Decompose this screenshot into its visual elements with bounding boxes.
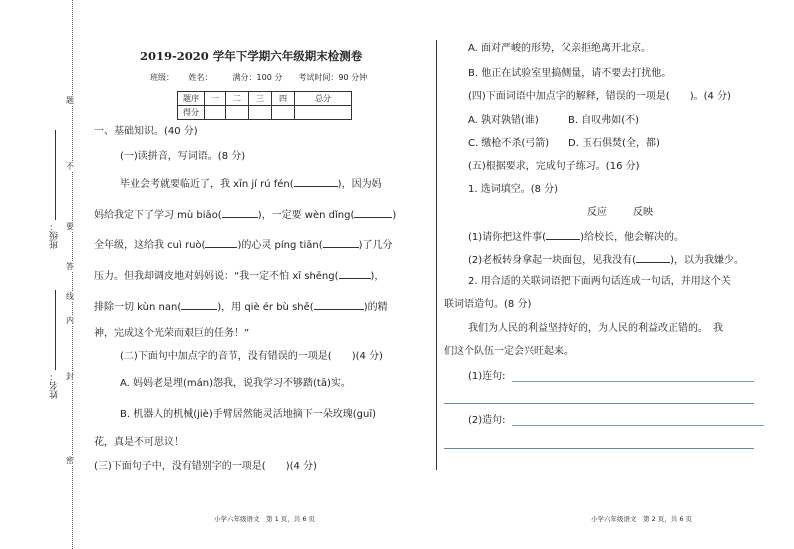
binding-char: 题 [66, 96, 74, 105]
exam-title: 2019-2020 学年下学期六年级期末检测卷 [140, 49, 363, 63]
text-line: 压力。但我却调皮地对妈妈说：“我一定不怕 xī shēng( )， [94, 268, 384, 284]
text-line: 妈给我定下了学习 mù biāo( )，一定要 wèn dǐng( ) [94, 207, 396, 223]
binding-char: 答 [66, 262, 74, 271]
answer-blank[interactable] [294, 176, 338, 187]
answer-blank[interactable] [323, 237, 359, 248]
answer-line[interactable] [512, 381, 754, 382]
name-underline [55, 290, 56, 370]
binding-char: 线 [66, 292, 74, 301]
binding-char: 不 [66, 162, 74, 171]
answer-blank[interactable] [546, 229, 580, 240]
text-line: (2)老板转身拿起一块面包，见我没有( )，以为我嫌少。 [468, 252, 744, 268]
binding-char: 内 [66, 316, 74, 325]
option-a: A. 孰对孰错(谁) [468, 115, 539, 126]
answer-blank[interactable] [314, 299, 364, 310]
word-choice: 反映 [633, 207, 653, 218]
question-heading: (三)下面句子中，没有错别字的一项是( )(4 分) [94, 461, 317, 472]
sub-question-cont: 联词语造句。(8 分) [444, 299, 532, 310]
answer-blank[interactable] [205, 237, 237, 248]
score-cell[interactable] [226, 106, 249, 120]
score-header: 三 [249, 92, 272, 106]
question-heading: (一)读拼音，写词语。(8 分) [120, 151, 246, 162]
page-footer: 小学六年级语文 第 1 页，共 6 页 [214, 515, 316, 523]
binding-char: 要 [66, 222, 74, 231]
option-b: B. 自叹弗如(不) [568, 115, 640, 126]
question-heading: (五)根据要求，完成句子练习。(16 分) [468, 161, 640, 172]
answer-blank[interactable] [339, 268, 371, 279]
score-header: 四 [272, 92, 295, 106]
word-choice: 反应 [587, 207, 607, 218]
question-heading: (四)下面词语中加点字的解释，错误的一项是( )。(4 分) [468, 91, 731, 102]
answer-line[interactable] [444, 403, 754, 404]
score-header: 题序 [178, 92, 205, 106]
score-cell[interactable] [205, 106, 226, 120]
class-underline [55, 130, 56, 220]
option-c: C. 缴枪不杀(弓箭) [468, 138, 550, 149]
text-line: 毕业会考就要临近了，我 xīn jí rú fén( )，因为妈 [120, 176, 382, 192]
binding-dotted-line [72, 0, 73, 549]
class-label: 班级： [50, 222, 60, 249]
binding-char: 密 [66, 456, 74, 465]
option-a: A. 妈妈老是埋(mán)怨我，说我学习不够踏(tā)实。 [120, 378, 351, 389]
sub-question: 2. 用合适的关联词语把下面两句话连成一句话，并用这个关 [468, 276, 731, 287]
option-d: D. 玉石俱焚(全，都) [568, 138, 660, 149]
score-row-label: 得分 [178, 106, 205, 120]
answer-blank[interactable] [354, 207, 392, 218]
text-line: (1)请你把这件事( )给校长，他会解决的。 [468, 229, 684, 245]
score-cell[interactable] [249, 106, 272, 120]
option-b: B. 机器人的机械(jiè)手臂居然能灵活地摘下一朵玫瑰(guī) [120, 409, 376, 420]
score-cell[interactable] [295, 106, 352, 120]
text-line: 神，完成这个光荣而艰巨的任务！” [94, 328, 250, 339]
answer-blank[interactable] [222, 207, 258, 218]
option-b-cont: 花，真是不可思议！ [94, 437, 184, 448]
column-divider [436, 40, 437, 470]
answer-label: (1)连句: [468, 371, 506, 382]
page-footer: 小学六年级语文 第 2 页，共 6 页 [591, 515, 693, 523]
option-a: A. 面对严峻的形势，父亲拒绝离开北京。 [468, 43, 652, 54]
exam-info: 班级： 姓名： 满分：100 分 考试时间：90 分钟 [150, 73, 368, 82]
text-line: 我们为人民的利益坚持好的，为人民的利益改正错的。 我 [468, 323, 723, 334]
name-label: 姓名： [50, 372, 60, 399]
answer-line[interactable] [512, 425, 764, 426]
section-heading: 一、基础知识。(40 分) [94, 126, 198, 137]
text-line: 排除一切 kùn nan( )，用 qiè ér bù shě( )的精 [94, 299, 388, 315]
score-header: 一 [205, 92, 226, 106]
binding-char: 封 [66, 372, 74, 381]
question-heading: (二)下面句中加点字的音节，没有错误的一项是( )(4 分) [120, 351, 383, 362]
text-line: 全年级，这给我 cuì ruò( )的心灵 píng tiān( )了几分 [94, 237, 393, 253]
answer-blank[interactable] [636, 252, 670, 263]
sub-question: 1. 选词填空。(8 分) [468, 184, 559, 195]
answer-blank[interactable] [181, 299, 217, 310]
score-cell[interactable] [272, 106, 295, 120]
score-header: 总分 [295, 92, 352, 106]
option-b: B. 他正在试验室里搞侧量，请不要去打扰他。 [468, 68, 672, 79]
score-header: 二 [226, 92, 249, 106]
answer-line[interactable] [444, 448, 754, 449]
answer-label: (2)造句: [468, 415, 506, 426]
text-line: 们这个队伍一定会兴旺起来。 [444, 346, 574, 357]
score-table [177, 91, 352, 120]
